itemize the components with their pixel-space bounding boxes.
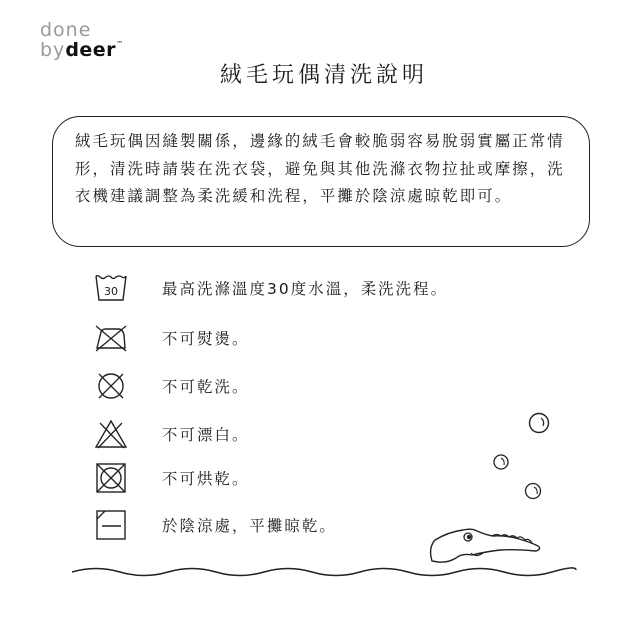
page-title: 絨毛玩偶清洗說明 — [219, 63, 428, 88]
care-text: 不可熨燙。 — [162, 330, 250, 348]
notice-text: 絨毛玩偶因縫製關係，邊緣的絨毛會較脆弱容易脫弱實屬正常情形，清洗時請裝在洗衣袋，避免與其他洗滌衣物拉扯或摩擦，洗衣機建議調整為柔洗緩和洗程，平攤於陰涼處晾乾即可。 — [75, 132, 565, 205]
logo-word-done: done — [40, 19, 92, 41]
care-text: 不可烘乾。 — [162, 470, 250, 488]
care-text: 最高洗滌溫度30度水溫，柔洗洗程。 — [162, 280, 449, 298]
logo-word-deer: deer — [65, 39, 117, 61]
logo-word-by: by — [40, 39, 66, 61]
wave-line — [72, 568, 576, 576]
care-text: 不可漂白。 — [162, 426, 250, 444]
bubble-icon — [494, 455, 508, 469]
bubble-icon — [526, 484, 541, 499]
crocodile-icon — [431, 529, 540, 562]
bubble-icon — [530, 414, 549, 433]
care-text: 不可乾洗。 — [162, 378, 250, 396]
logo-trademark: ™ — [116, 40, 124, 48]
wash-temp-label: 30 — [104, 285, 118, 298]
care-text: 於陰涼處，平攤晾乾。 — [162, 517, 337, 535]
